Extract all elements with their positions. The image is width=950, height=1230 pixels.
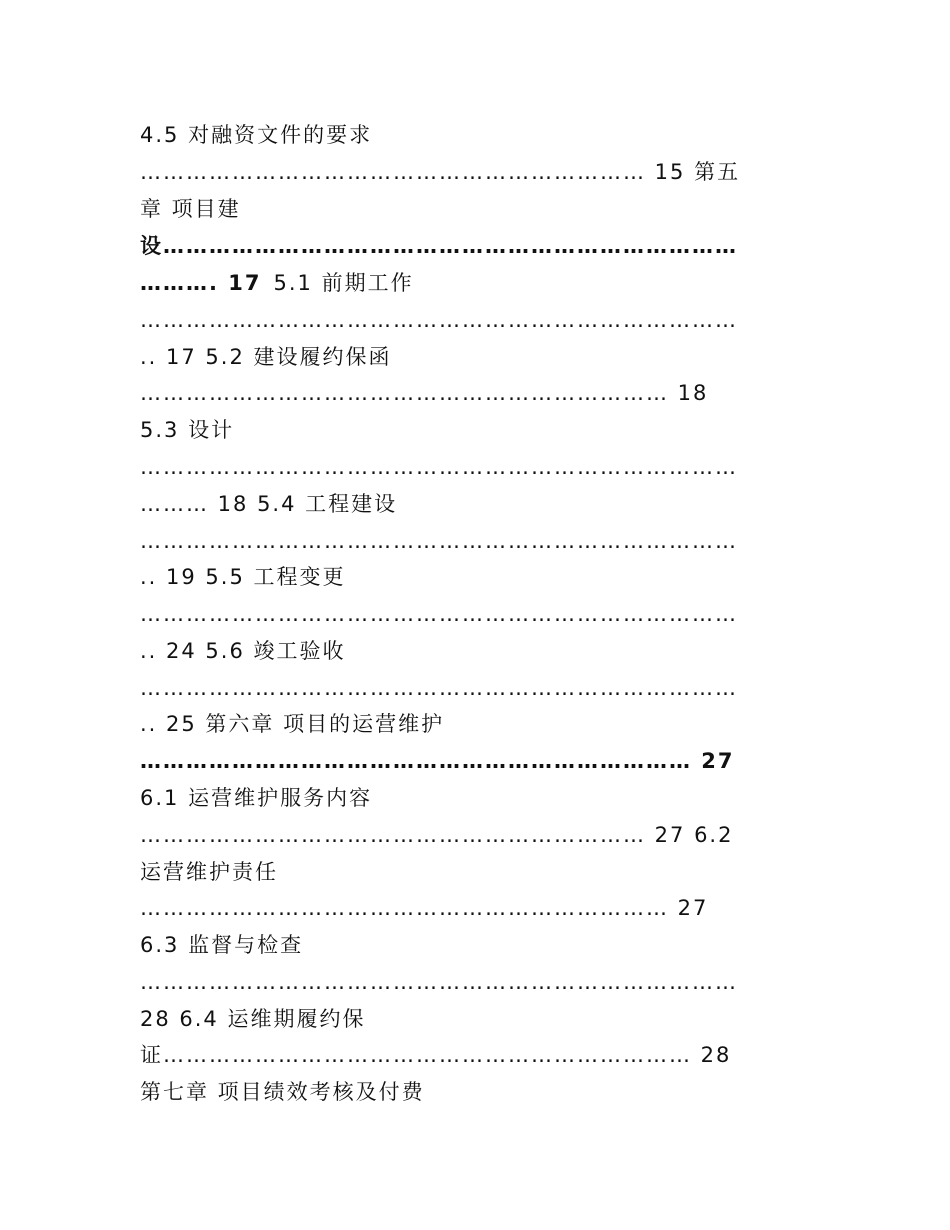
toc-line-24: …………………………………………………………………… [140,970,738,994]
toc-line-1: 4.5 对融资文件的要求 [140,123,373,147]
toc-line-17: .. 25 第六章 项目的运营维护 [140,712,445,736]
toc-line-12: …………………………………………………………………… [140,529,738,553]
toc-line-5-text: 5.1 前期工作 [273,271,414,295]
toc-line-10: …………………………………………………………………… [140,455,738,479]
toc-line-20: ………………………………………………………… 27 6.2 [140,823,734,847]
toc-line-2: ………………………………………………………… 15 第五 [140,160,741,184]
toc-line-8: …………………………………………………………… 18 [140,381,709,405]
toc-line-7: .. 17 5.2 建设履约保函 [140,345,392,369]
toc-line-23: 6.3 监督与检查 [140,933,304,957]
toc-line-18: ……………………………………………………………… 27 [140,749,735,773]
toc-line-21: 运营维护责任 [140,860,278,884]
toc-line-22: …………………………………………………………… 27 [140,896,709,920]
toc-line-25: 28 6.4 运维期履约保 [140,1007,366,1031]
toc-line-13: .. 19 5.5 工程变更 [140,565,346,589]
toc-line-3: 章 项目建 [140,197,241,221]
toc-line-16: …………………………………………………………………… [140,676,738,700]
toc-line-6: …………………………………………………………………… [140,308,738,332]
toc-line-5 [140,268,414,298]
toc-line-26: 证…………………………………………………………… 28 [140,1043,732,1067]
toc-line-15: .. 24 5.6 竣工验收 [140,639,346,663]
toc-line-4: 设………………………………………………………………… [140,234,738,258]
toc-line-5-bold: ………. 17 [140,271,262,295]
toc-line-14: …………………………………………………………………… [140,602,738,626]
toc-line-27: 第七章 项目绩效考核及付费 [140,1080,425,1104]
toc-line-19: 6.1 运营维护服务内容 [140,786,373,810]
toc-line-11: ……… 18 5.4 工程建设 [140,492,398,516]
toc-line-9: 5.3 设计 [140,418,235,442]
